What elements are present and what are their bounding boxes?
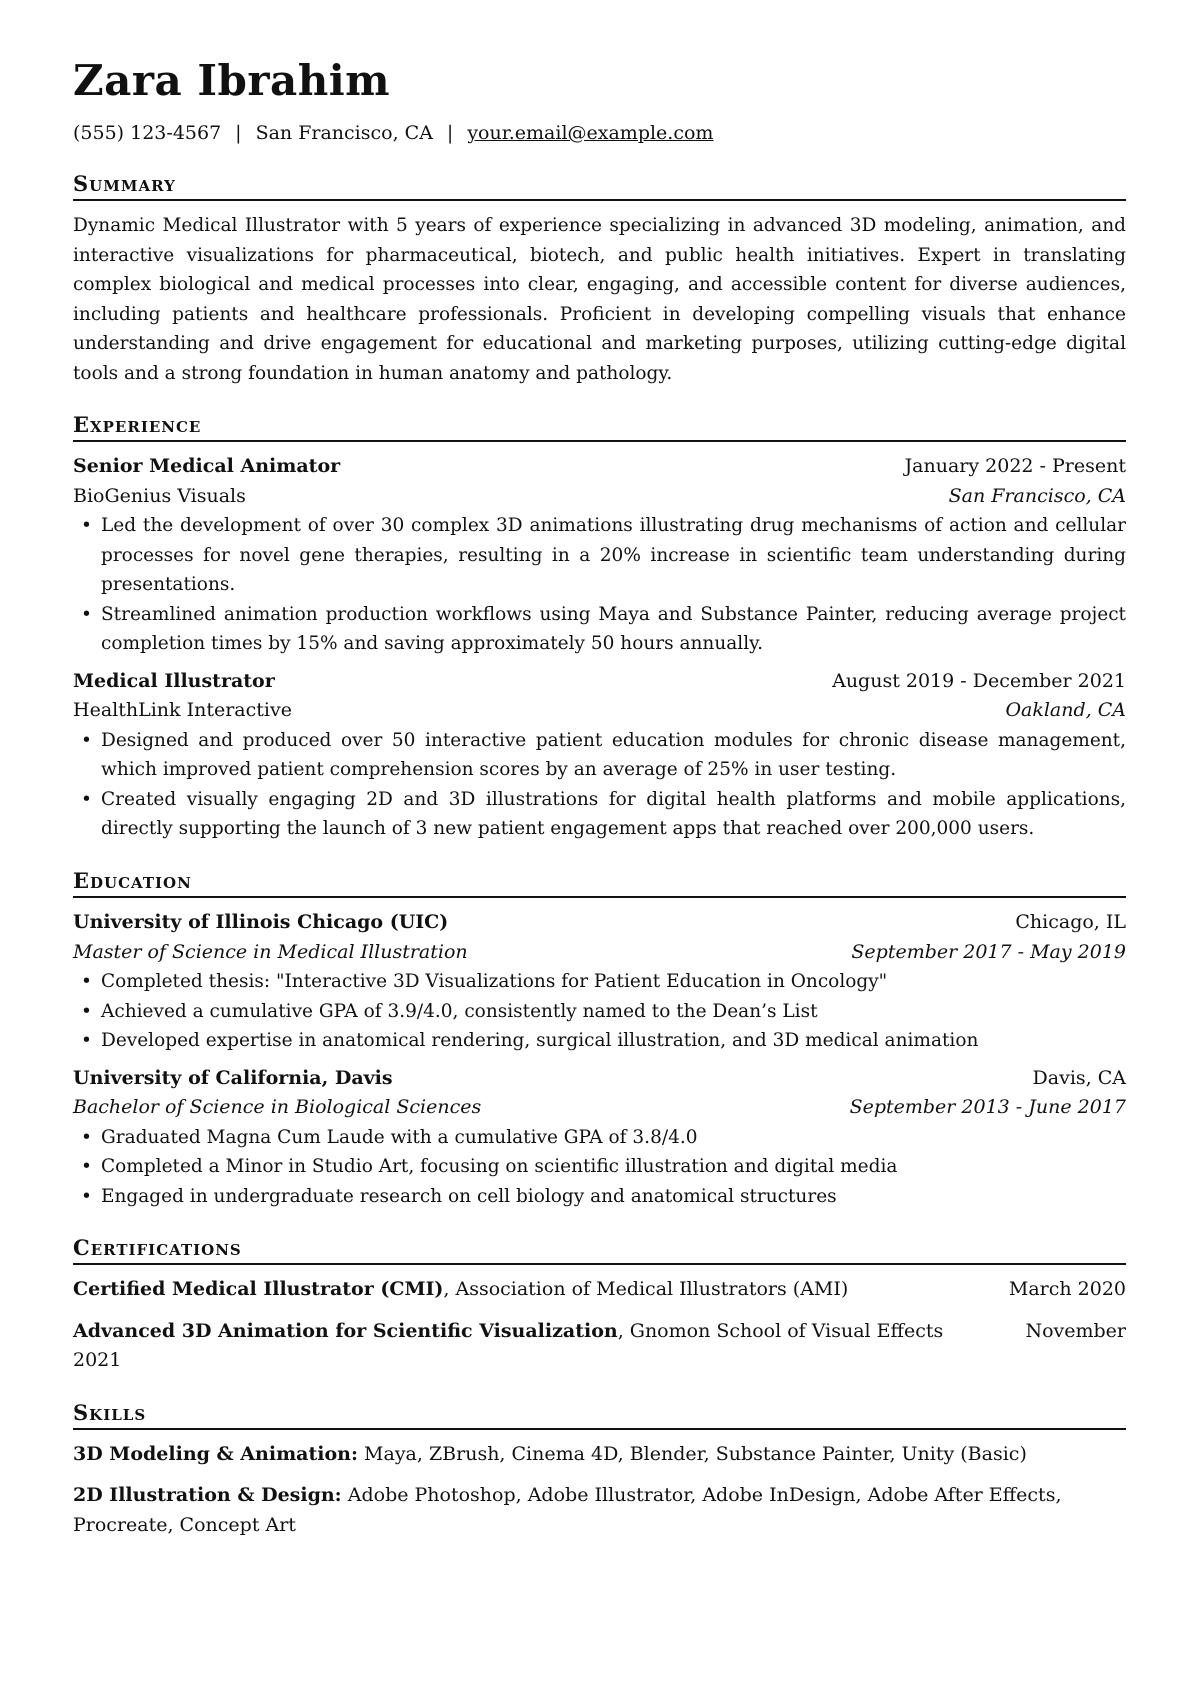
job-dates: January 2022 - Present — [904, 455, 1126, 478]
list-item: • Engaged in undergraduate research on cell biology and anatomical structures — [73, 1182, 1126, 1212]
section-title-education: Education — [73, 868, 1126, 898]
job-header — [73, 452, 1126, 482]
school-location: Chicago, IL — [1015, 911, 1126, 934]
school-subheader — [73, 1093, 1126, 1123]
certification-entry — [73, 1275, 1126, 1305]
job-location: Oakland, CA — [1005, 699, 1126, 722]
school-name: University of Illinois Chicago (UIC) — [73, 911, 449, 934]
location: San Francisco, CA — [255, 122, 433, 145]
job-company: BioGenius Visuals — [73, 484, 246, 507]
list-item: • Designed and produced over 50 interactive patient education modules for chronic disease management, which improved patient comprehension scores by an average of 25% in user testing. — [73, 726, 1126, 785]
contact-line — [73, 122, 1126, 145]
job-location: San Francisco, CA — [948, 484, 1126, 507]
cert-date-continued: 2021 — [73, 1349, 122, 1372]
skill-value: Adobe Photoshop, Adobe Illustrator, Adobe InDesign, Adobe After Effects, Procreate, Concept Art — [73, 1484, 1062, 1536]
job-role: Medical Illustrator — [73, 669, 275, 692]
cert-date: November — [1025, 1319, 1126, 1342]
job-role: Senior Medical Animator — [73, 455, 341, 478]
skill-line — [73, 1481, 1126, 1540]
email-link[interactable]: your.email@example.com — [467, 122, 714, 145]
school-location: Davis, CA — [1032, 1066, 1126, 1089]
list-item: • Streamlined animation production workflows using Maya and Substance Painter, reducing average project completion times by 15% and saving approximately 50 hours annually. — [73, 600, 1126, 659]
school-name: University of California, Davis — [73, 1066, 393, 1089]
job-bullets — [73, 726, 1126, 844]
school-header — [73, 908, 1126, 938]
skill-value: Maya, ZBrush, Cinema 4D, Blender, Substance Painter, Unity (Basic) — [358, 1442, 1027, 1465]
school-dates: September 2017 - May 2019 — [851, 940, 1126, 963]
section-title-summary: Summary — [73, 171, 1126, 201]
skill-line — [73, 1440, 1126, 1470]
job-subheader — [73, 696, 1126, 726]
skill-label: 3D Modeling & Animation: — [73, 1442, 358, 1465]
school-header — [73, 1064, 1126, 1094]
degree: Master of Science in Medical Illustration — [73, 940, 468, 963]
skill-label: 2D Illustration & Design: — [73, 1484, 342, 1507]
list-item: • Led the development of over 30 complex 3D animations illustrating drug mechanisms of action and cellular processes for novel gene therapies, resulting in a 20% increase in scientific team understanding during presentations. — [73, 511, 1126, 600]
experience-entry — [73, 452, 1126, 659]
degree: Bachelor of Science in Biological Sciences — [73, 1096, 482, 1119]
school-bullets — [73, 967, 1126, 1056]
section-title-experience: Experience — [73, 412, 1126, 442]
experience-entry — [73, 667, 1126, 844]
list-item: • Created visually engaging 2D and 3D illustrations for digital health platforms and mobile applications, directly supporting the launch of 3 new patient engagement apps that reached over 200,000 users. — [73, 785, 1126, 844]
list-item: • Graduated Magna Cum Laude with a cumulative GPA of 3.8/4.0 — [73, 1123, 1126, 1153]
list-item: • Achieved a cumulative GPA of 3.9/4.0, consistently named to the Dean’s List — [73, 997, 1126, 1027]
cert-name: Advanced 3D Animation for Scientific Visualization — [73, 1319, 618, 1342]
job-subheader — [73, 482, 1126, 512]
list-item: • Completed thesis: "Interactive 3D Visualizations for Patient Education in Oncology" — [73, 967, 1126, 997]
section-title-certifications: Certifications — [73, 1235, 1126, 1265]
cert-name: Certified Medical Illustrator (CMI) — [73, 1278, 444, 1301]
job-dates: August 2019 - December 2021 — [832, 669, 1126, 692]
list-item: • Completed a Minor in Studio Art, focusing on scientific illustration and digital media — [73, 1152, 1126, 1182]
school-bullets — [73, 1123, 1126, 1212]
school-dates: September 2013 - June 2017 — [849, 1096, 1126, 1119]
candidate-name: Zara Ibrahim — [73, 56, 391, 105]
education-entry — [73, 1064, 1126, 1212]
cert-issuer: , Association of Medical Illustrators (AMI) — [443, 1278, 849, 1301]
school-subheader — [73, 938, 1126, 968]
contact-separator: | — [235, 122, 242, 145]
summary-text: Dynamic Medical Illustrator with 5 years of experience specializing in advanced 3D modeling, animation, and interactive visualizations for pharmaceutical, biotech, and public health initiatives. Expert in translating complex biological and medical processes into clear, engaging, and accessible content for diverse audiences, including patients and healthcare professionals. Proficient in developing compelling visuals that enhance understanding and drive engagement for educational and marketing purposes, utilizing cutting-edge digital tools and a strong foundation in human anatomy and pathology. — [73, 215, 1126, 384]
job-bullets — [73, 511, 1126, 659]
section-title-skills: Skills — [73, 1400, 1126, 1430]
job-header — [73, 667, 1126, 697]
phone: (555) 123-4567 — [73, 122, 222, 145]
cert-issuer: , Gnomon School of Visual Effects — [617, 1319, 944, 1342]
education-entry — [73, 908, 1126, 1056]
cert-date: March 2020 — [1008, 1278, 1126, 1301]
job-company: HealthLink Interactive — [73, 699, 292, 722]
certification-entry — [73, 1317, 1126, 1347]
list-item: • Developed expertise in anatomical rendering, surgical illustration, and 3D medical animation — [73, 1026, 1126, 1056]
contact-separator: | — [446, 122, 454, 145]
